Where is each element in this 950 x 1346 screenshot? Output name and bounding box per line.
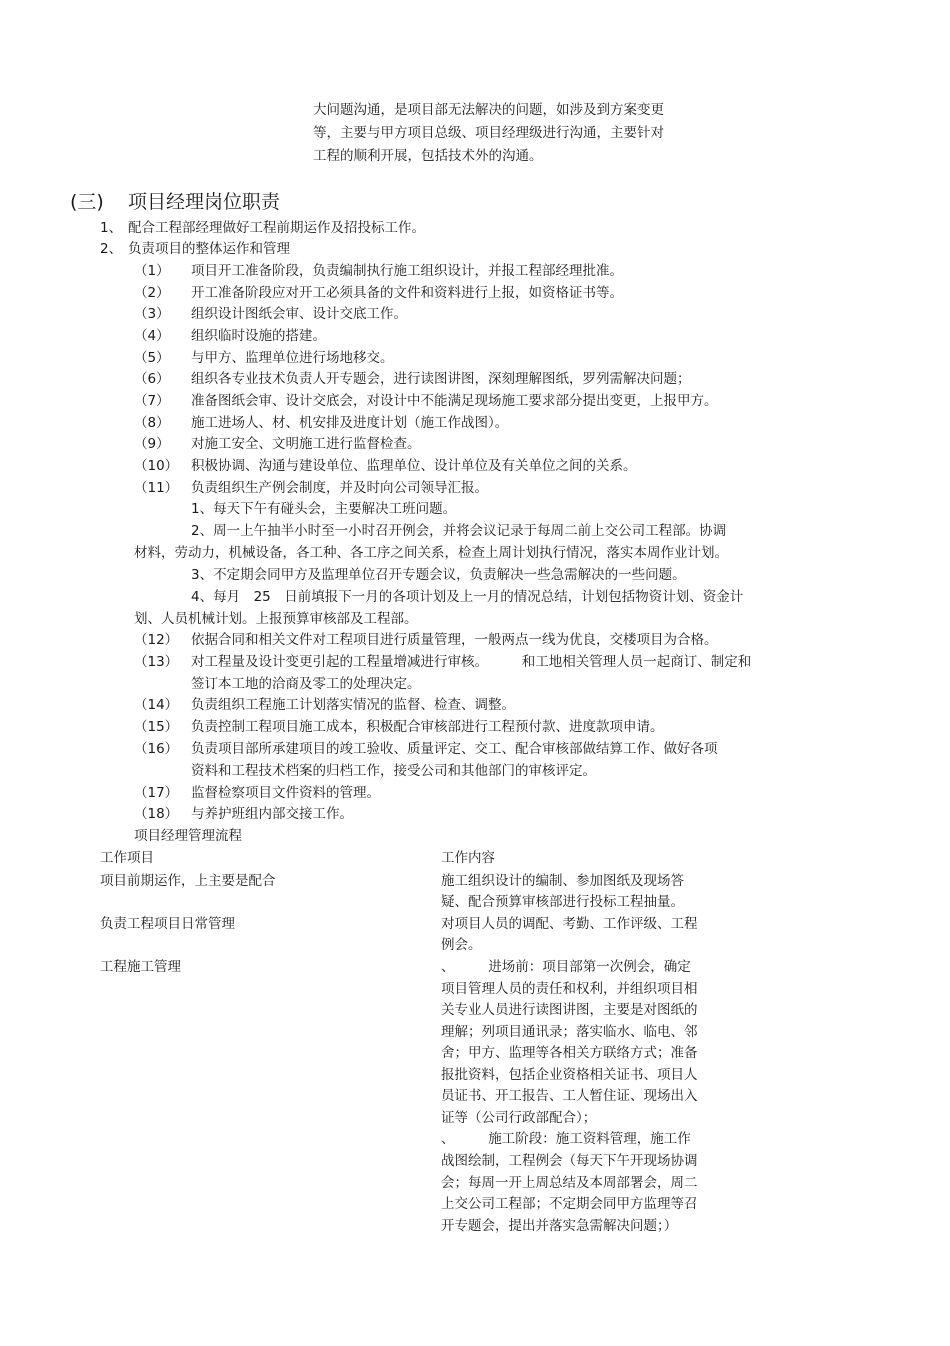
- meeting-note: 划、人员机械计划。上报预算审核部及工程部。: [134, 611, 418, 627]
- meeting-note: 4、每月 25 日前填报下一月的各项计划及上一月的情况总结，计划包括物资计划、资金计: [191, 589, 744, 605]
- flow-row-content: 上交公司工程部；不定期会同甲方监理等召: [441, 1196, 698, 1212]
- meeting-note: 2、周一上午抽半小时至一小时召开例会，并将会议记录于每周二前上交公司工程部。协调: [191, 523, 727, 539]
- sub-item-number: （8）: [134, 415, 170, 431]
- meeting-note: 材料，劳动力，机械设备，各工种、各工序之间关系，检查上周计划执行情况，落实本周作业计划。: [134, 545, 728, 561]
- sub-item-number: （7）: [134, 393, 170, 409]
- flow-row-content: 、 进场前：项目部第一次例会，确定: [441, 959, 691, 975]
- flow-row-content: 例会。: [441, 937, 482, 953]
- meeting-note: 1、每天下午有碰头会，主要解决工班问题。: [191, 501, 457, 517]
- sub-item-number: （12）: [134, 632, 179, 648]
- flow-row-content: 施工组织设计的编制、参加图纸及现场答: [441, 873, 684, 889]
- sub-item-text: 积极协调、沟通与建设单位、监理单位、设计单位及有关单位之间的关系。: [191, 458, 637, 474]
- sub-item-text: 与甲方、监理单位进行场地移交。: [191, 350, 394, 366]
- sub-item-number: （11）: [134, 480, 179, 496]
- sub-item-text: 组织临时设施的搭建。: [191, 328, 326, 344]
- sub-item-text: 对工程量及设计变更引起的工程量增减进行审核。 和工地相关管理人员一起商订、制定和: [191, 654, 752, 670]
- flow-row-content: 关专业人员进行读图讲图，主要是对图纸的: [441, 1002, 698, 1018]
- flow-row-content: 证等（公司行政部配合）；: [441, 1110, 597, 1126]
- sub-item-number: （18）: [134, 806, 179, 822]
- section-number: (三): [70, 191, 104, 213]
- sub-item-number: （4）: [134, 328, 170, 344]
- flow-column-header: 工作内容: [441, 850, 495, 866]
- sub-item-number: （2）: [134, 285, 170, 301]
- flow-row-content: 舍；甲方、监理等各相关方联络方式；准备: [441, 1045, 698, 1061]
- sub-item-number: （6）: [134, 371, 170, 387]
- intro-line: 等，主要与甲方项目总级、项目经理级进行沟通，主要针对: [313, 125, 664, 141]
- sub-item-text: 开工准备阶段应对开工必须具备的文件和资料进行上报，如资格证书等。: [191, 285, 623, 301]
- sub-item-number: （16）: [134, 741, 179, 757]
- sub-item-number: （14）: [134, 697, 179, 713]
- flow-row-content: 理解；列项目通讯录；落实临水、临电、邻: [441, 1024, 698, 1040]
- section-title: 项目经理岗位职责: [128, 191, 281, 213]
- sub-item-text: 负责组织生产例会制度，并及时向公司领导汇报。: [191, 480, 488, 496]
- sub-item-text: 资料和工程技术档案的归档工作，接受公司和其他部门的审核评定。: [191, 763, 596, 779]
- flow-row-content: 疑、配合预算审核部进行投标工程抽量。: [441, 894, 684, 910]
- sub-item-number: （5）: [134, 350, 170, 366]
- sub-item-number: （13）: [134, 654, 179, 670]
- flow-column-header: 工作项目: [100, 850, 154, 866]
- flow-row-item: 负责工程项目日常管理: [100, 916, 235, 932]
- list-item-number: 1、: [100, 220, 123, 236]
- sub-item-text: 对施工安全、文明施工进行监督检查。: [191, 436, 421, 452]
- sub-item-text: 施工进场人、材、机安排及进度计划（施工作战图）。: [191, 415, 509, 431]
- sub-item-number: （3）: [134, 306, 170, 322]
- sub-item-number: （10）: [134, 458, 179, 474]
- flow-row-item: 工程施工管理: [100, 959, 181, 975]
- sub-item-text: 依据合同和相关文件对工程项目进行质量管理，一般两点一线为优良，交楼项目为合格。: [191, 632, 718, 648]
- sub-item-text: 准备图纸会审、设计交底会，对设计中不能满足现场施工要求部分提出变更，上报甲方。: [191, 393, 718, 409]
- flow-row-item: 项目前期运作，上主要是配合: [100, 873, 276, 889]
- list-item-number: 2、: [100, 241, 123, 257]
- sub-item-number: （9）: [134, 436, 170, 452]
- flow-row-content: 开专题会，提出并落实急需解决问题；）: [441, 1218, 678, 1234]
- list-item-text: 配合工程部经理做好工程前期运作及招投标工作。: [128, 220, 425, 236]
- list-item-text: 负责项目的整体运作和管理: [128, 241, 290, 257]
- flow-row-content: 员证书、开工报告、工人暂住证、现场出入: [441, 1088, 698, 1104]
- flow-row-content: 项目管理人员的责任和权利，并组织项目相: [441, 981, 698, 997]
- sub-item-number: （15）: [134, 719, 179, 735]
- sub-item-text: 监督检察项目文件资料的管理。: [191, 785, 380, 801]
- sub-item-number: （17）: [134, 785, 179, 801]
- flow-title: 项目经理管理流程: [134, 828, 242, 844]
- meeting-note: 3、不定期会同甲方及监理单位召开专题会议，负责解决一些急需解决的一些问题。: [191, 567, 686, 583]
- sub-item-text: 负责组织工程施工计划落实情况的监督、检查、调整。: [191, 697, 515, 713]
- sub-item-number: （1）: [134, 263, 170, 279]
- sub-item-text: 签订本工地的洽商及零工的处理决定。: [191, 676, 421, 692]
- sub-item-text: 负责项目部所承建项目的竣工验收、质量评定、交工、配合审核部做结算工作、做好各项: [191, 741, 718, 757]
- flow-row-content: 报批资料，包括企业资格相关证书、项目人: [441, 1067, 698, 1083]
- flow-row-content: 、 施工阶段：施工资料管理，施工作: [441, 1131, 691, 1147]
- sub-item-text: 负责控制工程项目施工成本，积极配合审核部进行工程预付款、进度款项申请。: [191, 719, 664, 735]
- sub-item-text: 项目开工准备阶段，负责编制执行施工组织设计，并报工程部经理批准。: [191, 263, 623, 279]
- flow-row-content: 会；每周一开上周总结及本周部署会，周二: [441, 1175, 698, 1191]
- intro-line: 大问题沟通，是项目部无法解决的问题，如涉及到方案变更: [313, 102, 664, 118]
- flow-row-content: 战图绘制，工程例会（每天下午开现场协调: [441, 1153, 698, 1169]
- sub-item-text: 组织设计图纸会审、设计交底工作。: [191, 306, 407, 322]
- sub-item-text: 组织各专业技术负责人开专题会，进行读图讲图，深刻理解图纸，罗列需解决问题；: [191, 371, 691, 387]
- sub-item-text: 与养护班组内部交接工作。: [191, 806, 353, 822]
- flow-row-content: 对项目人员的调配、考勤、工作评级、工程: [441, 916, 698, 932]
- intro-line: 工程的顺利开展，包括技术外的沟通。: [313, 148, 543, 164]
